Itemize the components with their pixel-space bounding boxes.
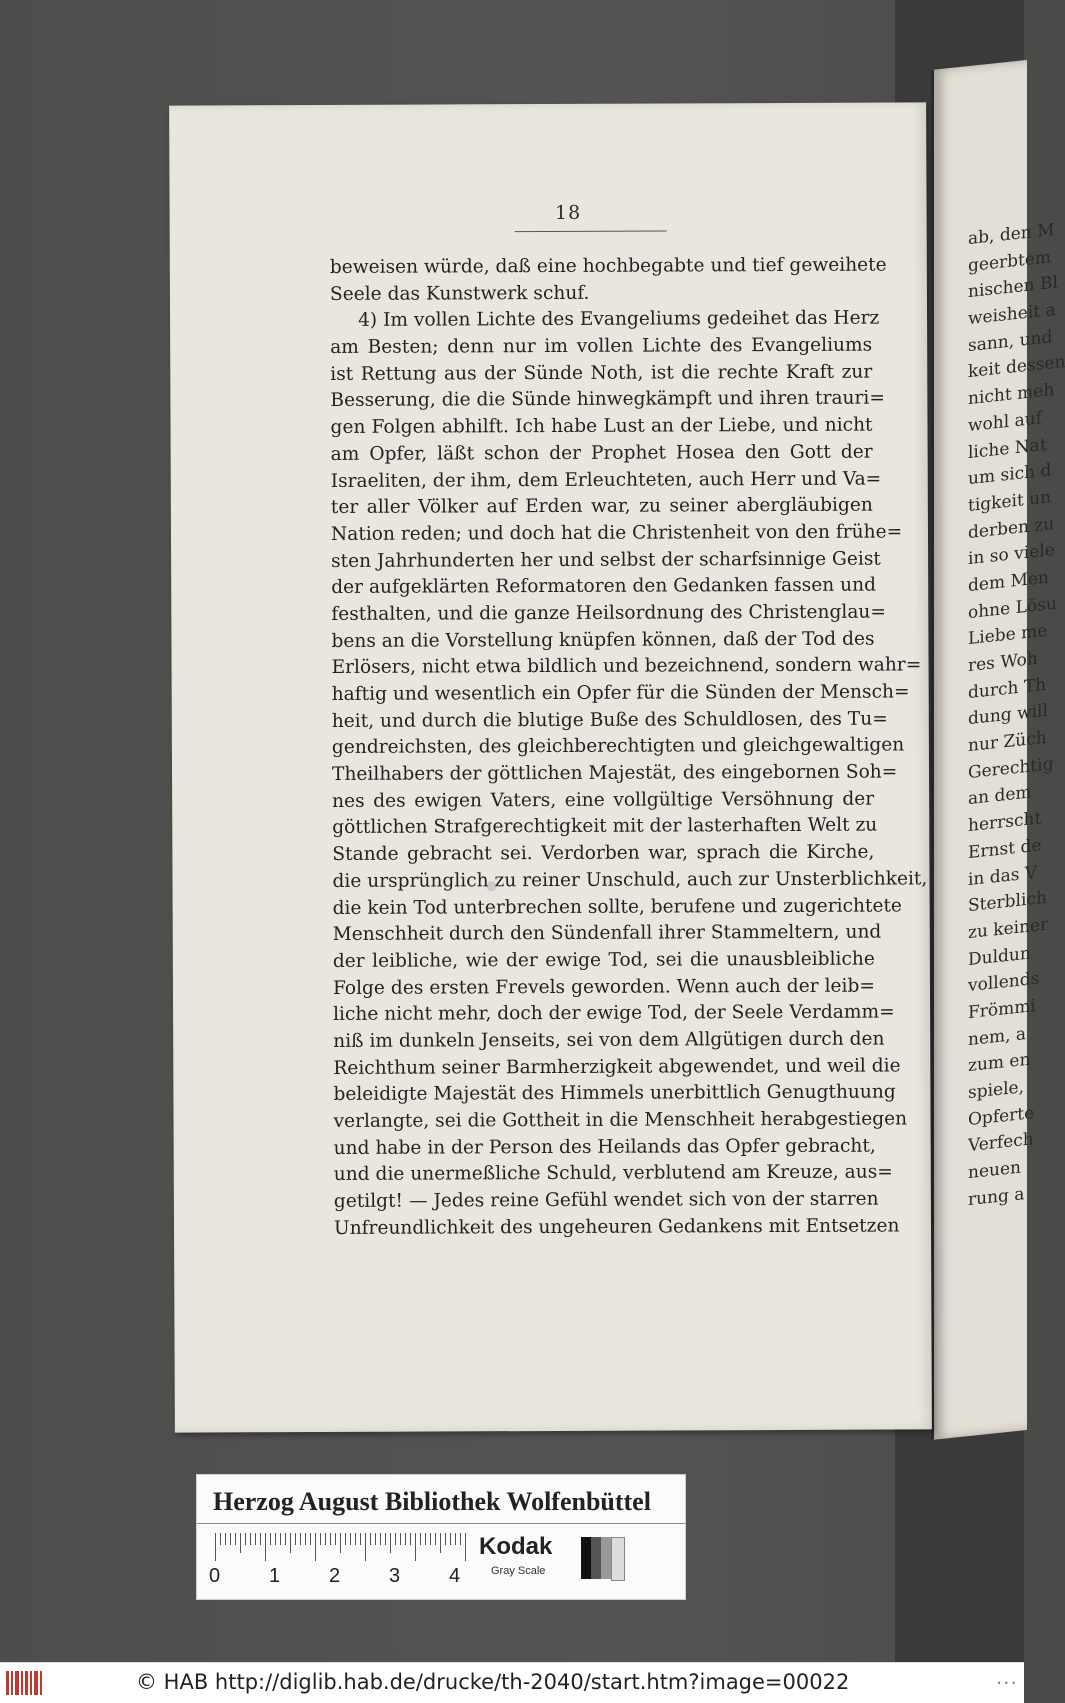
ruler-tick: [340, 1533, 341, 1553]
facing-text-fragment: nischen Bl: [968, 273, 1058, 303]
ruler-tick: [400, 1533, 401, 1545]
text-line: heit, und durch die blutige Buße des Schuldlosen, des Tu=: [331, 708, 888, 732]
card-divider: [197, 1523, 685, 1524]
ruler-tick: [250, 1533, 251, 1545]
text-line: und habe in der Person des Heilands das Opfer gebracht,: [333, 1135, 876, 1159]
facing-text-fragment: weisheit a: [968, 299, 1056, 330]
ruler-numbers: [209, 1565, 509, 1589]
ruler-tick: [280, 1533, 281, 1545]
text-line: niß im dunkeln Jenseits, sei von dem Allgütigen durch den: [333, 1028, 885, 1052]
facing-text-fragment: Opferte: [968, 1102, 1035, 1130]
facing-text-fragment: nem, a: [968, 1023, 1027, 1050]
ruler-tick: [270, 1533, 271, 1545]
ruler-tick: [325, 1533, 326, 1545]
text-line: die ursprünglich zu reiner Unschuld, auch zur Unsterblichkeit,: [332, 868, 928, 892]
ruler-tick: [460, 1533, 461, 1545]
book-page: [169, 102, 932, 1432]
ruler-tick: [330, 1533, 331, 1545]
facing-text-fragment: sann, und: [968, 326, 1053, 356]
gray-patch-dark: [591, 1537, 601, 1579]
facing-text-fragment: durch Th: [968, 674, 1047, 703]
gray-patch-mid: [601, 1537, 611, 1579]
text-line: Nation reden; und doch hat die Christenheit von den frühe=: [330, 521, 903, 545]
paper-stain: [486, 881, 496, 891]
gray-scale-label: Gray Scale: [491, 1565, 546, 1577]
text-line: liche nicht mehr, doch der ewige Tod, der Seele Verdamm=: [333, 1001, 895, 1026]
footer-dots: • • •: [996, 1679, 1016, 1688]
ruler-tick: [305, 1533, 306, 1545]
facing-text-fragment: Sterblich: [968, 888, 1047, 917]
text-line: Seele das Kunstwerk schuf.: [329, 282, 590, 305]
text-line: getilgt! — Jedes reine Gefühl wendet sich von der starren: [333, 1188, 879, 1213]
ruler-number: 4: [449, 1565, 461, 1587]
ruler-tick: [385, 1533, 386, 1545]
text-line: verlangte, sei die Gottheit in die Menschheit herabgestiegen: [333, 1108, 908, 1132]
ruler-tick: [335, 1533, 336, 1545]
copyright-link[interactable]: © HAB http://diglib.hab.de/drucke/th-2040/start.htm?image=00022: [136, 1670, 850, 1694]
footer-bar: [0, 1662, 1024, 1703]
text-line: Menschheit durch den Sündenfall ihrer Stammeltern, und: [332, 921, 882, 946]
ruler-scale: [215, 1533, 475, 1561]
color-calibration-card: [196, 1474, 686, 1600]
ruler-tick: [215, 1533, 216, 1561]
text-line: die kein Tod unterbrechen sollte, berufene und zugerichtete: [332, 894, 902, 919]
hab-barcode-icon: [6, 1669, 46, 1697]
facing-text-fragment: spiele,: [968, 1077, 1025, 1104]
ruler-tick: [445, 1533, 446, 1545]
facing-text-fragment: rung a: [968, 1183, 1025, 1210]
facing-page: [931, 60, 1065, 1440]
text-line: beleidigte Majestät des Himmels unerbittlich Genugthuung: [333, 1081, 896, 1106]
facing-text-fragment: nur Züch: [968, 727, 1047, 757]
facing-text-fragment: Liebe me: [968, 621, 1048, 650]
text-line: und die unermeßliche Schuld, verblutend am Kreuze, aus=: [333, 1161, 893, 1186]
ruler-tick: [360, 1533, 361, 1545]
facing-text-fragment: res Woh: [968, 648, 1038, 677]
facing-text-fragment: Ernst de: [968, 835, 1042, 863]
ruler-tick: [255, 1533, 256, 1545]
text-line: am Besten; denn nur im vollen Lichte des Evangeliums: [330, 334, 873, 359]
text-line: festhalten, und die ganze Heilsordnung des Christenglau=: [331, 601, 887, 625]
text-line: Folge des ersten Frevels geworden. Wenn auch der leib=: [332, 975, 876, 999]
text-line: ter aller Völker auf Erden war, zu seiner abergläubigen: [330, 494, 873, 519]
text-line: sten Jahrhunderten her und selbst der scharfsinnige Geist: [331, 548, 881, 572]
text-line: beweisen würde, daß eine hochbegabte und tief geweihete: [329, 254, 887, 278]
ruler-tick: [375, 1533, 376, 1545]
text-line: am Opfer, läßt schon der Prophet Hosea den Gott der: [330, 441, 873, 465]
text-line: Israeliten, der ihm, dem Erleuchteten, auch Herr und Va=: [330, 468, 882, 492]
ruler-tick: [405, 1533, 406, 1545]
ruler-tick: [275, 1533, 276, 1545]
ruler-tick: [290, 1533, 291, 1553]
facing-text-fragment: Duldun: [968, 943, 1031, 970]
facing-text-fragment: um sich d: [968, 460, 1052, 490]
text-line: 4) Im vollen Lichte des Evangeliums gedeihet das Herz: [358, 307, 880, 332]
facing-text-fragment: keit dessen: [968, 352, 1065, 383]
ruler-tick: [245, 1533, 246, 1545]
ruler-tick: [465, 1533, 466, 1561]
facing-text-fragment: Gerechtig: [968, 753, 1054, 783]
ruler-tick: [265, 1533, 266, 1561]
ruler-tick: [425, 1533, 426, 1545]
facing-text-fragment: dung will: [968, 701, 1048, 730]
ruler-tick: [320, 1533, 321, 1545]
gray-patch-light: [611, 1537, 625, 1581]
text-line: Reichthum seiner Barmherzigkeit abgewendet, und weil die: [333, 1055, 901, 1079]
ruler-tick: [410, 1533, 411, 1545]
gray-patch-black: [581, 1537, 591, 1579]
text-line: gendreichsten, des gleichberechtigten und gleichgewaltigen: [331, 734, 905, 759]
ruler-tick: [295, 1533, 296, 1545]
ruler-number: 0: [209, 1565, 221, 1587]
kodak-logo: Kodak: [479, 1533, 553, 1560]
ruler-tick: [310, 1533, 311, 1545]
facing-text-fragment: Verfech: [968, 1129, 1034, 1157]
ruler-tick: [240, 1533, 241, 1553]
text-line: der leibliche, wie der ewige Tod, sei die unausbleibliche: [332, 948, 875, 972]
ruler-tick: [390, 1533, 391, 1553]
facing-text-fragment: zu keiner: [968, 914, 1049, 943]
facing-text-fragment: liche Nat: [968, 434, 1047, 463]
ruler-tick: [235, 1533, 236, 1545]
facing-text-fragment: geerbtem: [968, 247, 1052, 276]
ruler-tick: [440, 1533, 441, 1553]
ruler-tick: [225, 1533, 226, 1545]
institution-name: Herzog August Bibliothek Wolfenbüttel: [213, 1487, 651, 1516]
text-line: Erlösers, nicht etwa bildlich und bezeichnend, sondern wahr=: [331, 654, 922, 679]
facing-text-fragment: in so viele: [968, 540, 1055, 570]
ruler-tick: [415, 1533, 416, 1561]
ruler-tick: [300, 1533, 301, 1545]
facing-text-fragment: Frömmi: [968, 995, 1036, 1024]
text-line: der aufgeklärten Reformatoren den Gedanken fassen und: [331, 574, 877, 599]
ruler-tick: [285, 1533, 286, 1545]
facing-text-fragment: ab, den M: [968, 220, 1055, 250]
facing-page-text: [934, 216, 1065, 1217]
facing-text-fragment: vollends: [968, 968, 1040, 997]
page-body-text: [329, 253, 928, 1243]
ruler-tick: [380, 1533, 381, 1545]
ruler-number: 3: [389, 1565, 401, 1587]
text-line: Theilhabers der göttlichen Majestät, des eingebornen Soh=: [331, 761, 898, 786]
text-line: haftig und wesentlich ein Opfer für die Sünden der Mensch=: [331, 681, 910, 705]
facing-text-fragment: in das V: [968, 862, 1038, 890]
ruler-number: 1: [269, 1565, 281, 1587]
ruler-tick: [345, 1533, 346, 1545]
ruler-tick: [455, 1533, 456, 1545]
text-line: gen Folgen abhilft. Ich habe Lust an der Liebe, und nicht: [330, 414, 873, 439]
ruler-tick: [365, 1533, 366, 1561]
ruler-tick: [350, 1533, 351, 1545]
text-line: göttlichen Strafgerechtigkeit mit der lasterhaften Welt zu: [332, 815, 878, 839]
text-line: Stande gebracht sei. Verdorben war, sprach die Kirche,: [332, 841, 875, 866]
text-line: nes des ewigen Vaters, eine vollgültige Versöhnung der: [332, 788, 875, 812]
ruler-tick: [450, 1533, 451, 1545]
facing-text-fragment: nicht meh: [968, 380, 1055, 410]
ruler-tick: [370, 1533, 371, 1545]
header-rule: [515, 230, 667, 232]
ruler-tick: [395, 1533, 396, 1545]
ruler-number: 2: [329, 1565, 341, 1587]
facing-text-fragment: zum en: [968, 1049, 1031, 1077]
facing-text-fragment: an dem: [968, 782, 1032, 810]
page-number: 18: [554, 201, 582, 224]
ruler-tick: [435, 1533, 436, 1545]
facing-text-fragment: wohl auf: [968, 408, 1042, 436]
facing-text-fragment: neuen: [968, 1157, 1021, 1184]
text-line: Unfreundlichkeit des ungeheuren Gedankens mit Entsetzen: [333, 1215, 900, 1239]
ruler-tick: [260, 1533, 261, 1545]
facing-text-fragment: dem Men: [968, 567, 1049, 597]
facing-text-fragment: tigkeit un: [968, 487, 1052, 516]
facing-text-fragment: derben zu: [968, 513, 1055, 543]
facing-text-fragment: ohne Lösu: [968, 593, 1057, 623]
ruler-tick: [230, 1533, 231, 1545]
ruler-tick: [315, 1533, 316, 1561]
text-line: ist Rettung aus der Sünde Noth, ist die rechte Kraft zur: [330, 361, 873, 385]
text-line: bens an die Vorstellung knüpfen können, daß der Tod des: [331, 628, 875, 652]
ruler-tick: [355, 1533, 356, 1545]
facing-text-fragment: herrscht: [968, 808, 1042, 837]
ruler-tick: [420, 1533, 421, 1545]
text-line: Besserung, die die Sünde hinwegkämpft und ihren trauri=: [330, 387, 885, 412]
ruler-tick: [220, 1533, 221, 1545]
ruler-tick: [430, 1533, 431, 1545]
